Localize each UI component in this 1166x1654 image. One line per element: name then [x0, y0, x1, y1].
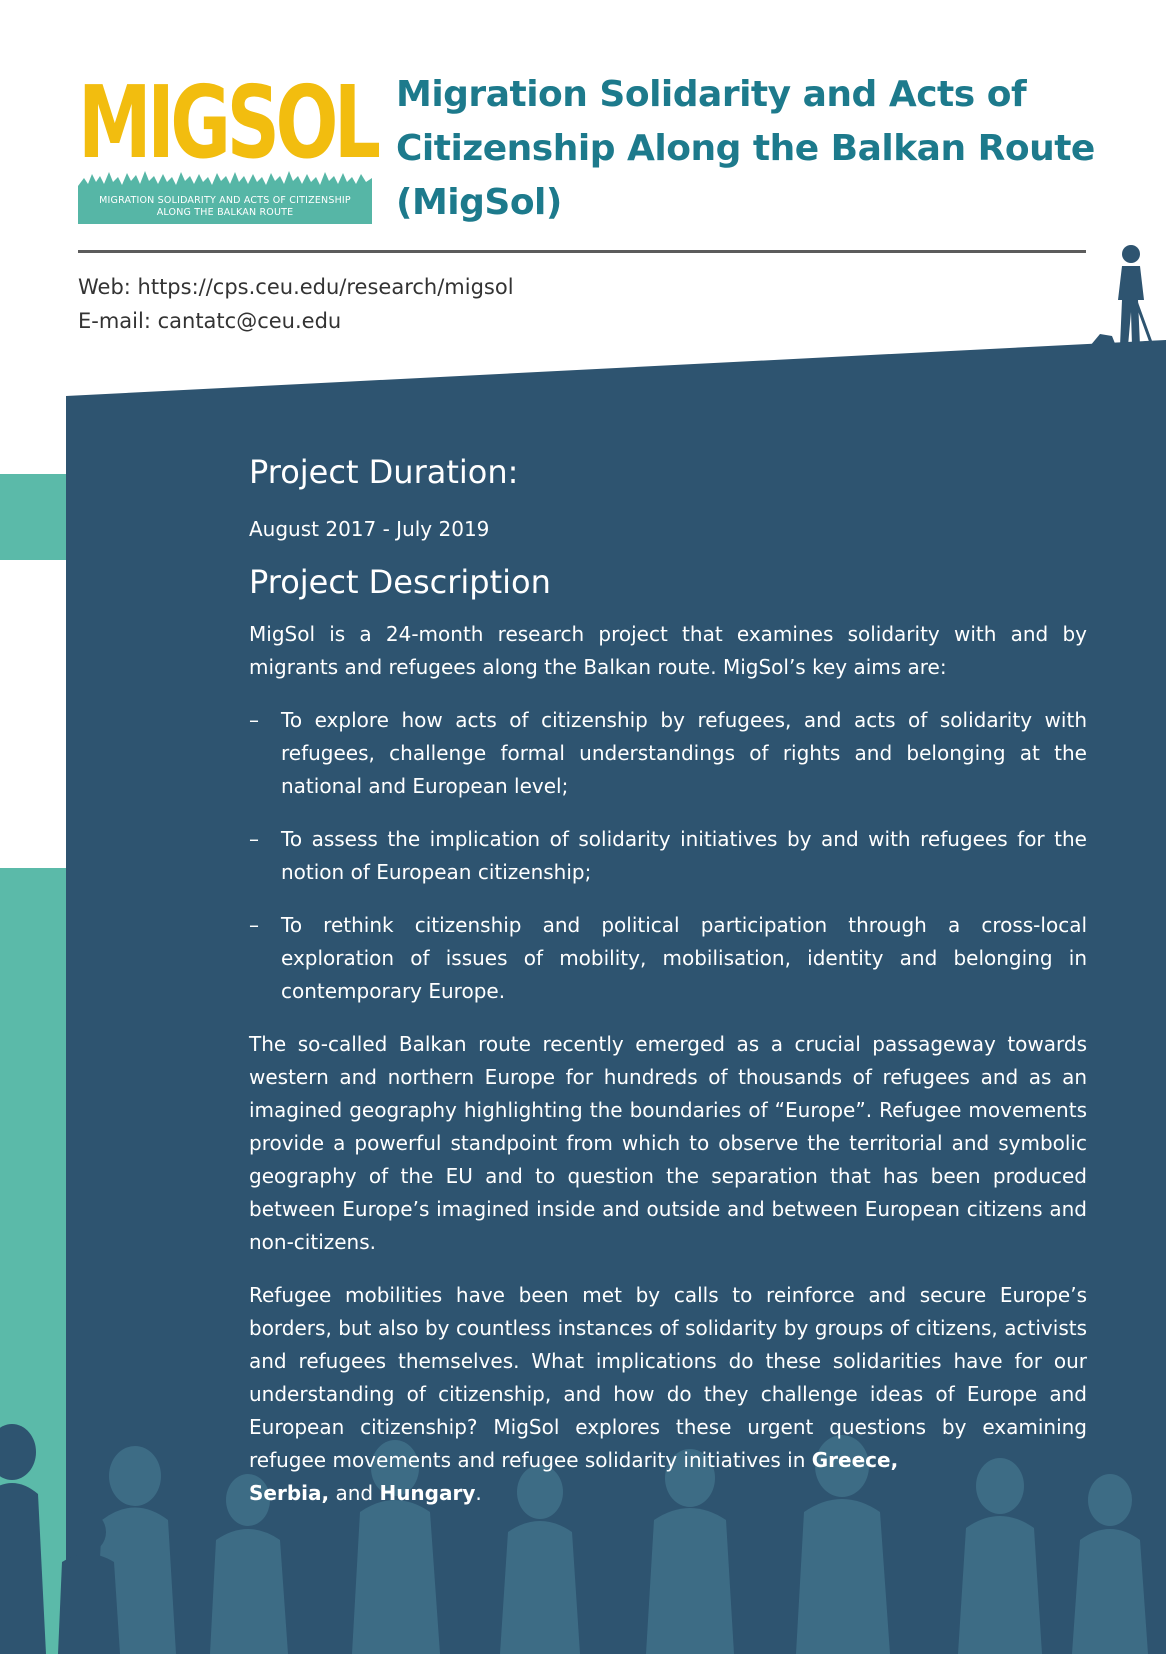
- title-line-1: Migration Solidarity and Acts of: [396, 74, 1027, 115]
- web-link[interactable]: Web: https://cps.ceu.edu/research/migsol: [78, 275, 514, 299]
- header-divider: [78, 250, 1086, 253]
- aim-item: – To rethink citizenship and political participation through a cross-local exploration of issues of mobility, mobilisation, identity and belonging in contemporary Europe.: [249, 909, 1087, 1008]
- main-content: [249, 452, 1087, 1510]
- joiner-text: and: [329, 1481, 380, 1505]
- duration-heading: Project Duration:: [249, 453, 519, 491]
- country-greece: Greece,: [811, 1448, 899, 1472]
- logo-wordmark: MIGSOL: [78, 64, 377, 181]
- country-serbia: Serbia,: [249, 1481, 330, 1505]
- page-title: [396, 68, 1096, 230]
- logo-tagline-line2: ALONG THE BALKAN ROUTE: [156, 207, 294, 218]
- description-paragraph-2: The so-called Balkan route recently emerged as a crucial passageway towards western and northern Europe for hundreds of thousands of refugees and as an imagined geography highlighting the boundaries of “Europe”. Refugee movements provide a powerful standpoint from which to observe the territorial and symbolic geography of the EU and to question the separation that has been produced between Europe’s imagined inside and outside and between European citizens and non-citizens.: [249, 1032, 1087, 1254]
- ending-period: .: [475, 1481, 482, 1505]
- country-hungary: Hungary: [379, 1481, 476, 1505]
- title-line-3: (MigSol): [396, 182, 562, 223]
- aim-item: – To explore how acts of citizenship by refugees, and acts of solidarity with refugees, challenge formal understandings of rights and belonging at the national and European level;: [249, 704, 1087, 803]
- logo-tagline: [78, 190, 372, 224]
- walking-person-silhouette: [1090, 245, 1153, 346]
- paragraph-3-text: Refugee mobilities have been met by calls to reinforce and secure Europe’s borders, but also by countless instances of solidarity by groups of citizens, activists and refugees themselves. What implications do these solidarities have for our understanding of citizenship, and how do they challenge ideas of Europe and European citizenship? MigSol explores these urgent questions by examining refugee movements and refugee solidarity initiatives in: [249, 1283, 1087, 1472]
- contact-info: [78, 270, 514, 338]
- description-intro: MigSol is a 24-month research project that examines solidarity with and by migrants and refugees along the Balkan route. MigSol’s key aims are:: [249, 622, 1087, 679]
- aim-item: – To assess the implication of solidarity initiatives by and with refugees for the notion of European citizenship;: [249, 823, 1087, 889]
- title-line-2: Citizenship Along the Balkan Route: [396, 128, 1095, 169]
- duration-value: August 2017 - July 2019: [249, 517, 490, 541]
- aims-list: [249, 704, 1087, 1008]
- migsol-logo: [78, 64, 377, 224]
- description-paragraph-3: [249, 1279, 1087, 1510]
- description-heading: Project Description: [249, 563, 551, 601]
- email-link[interactable]: E-mail: cantatc@ceu.edu: [78, 309, 342, 333]
- logo-tagline-line1: MIGRATION SOLIDARITY AND ACTS OF CITIZENSHIP: [99, 195, 351, 206]
